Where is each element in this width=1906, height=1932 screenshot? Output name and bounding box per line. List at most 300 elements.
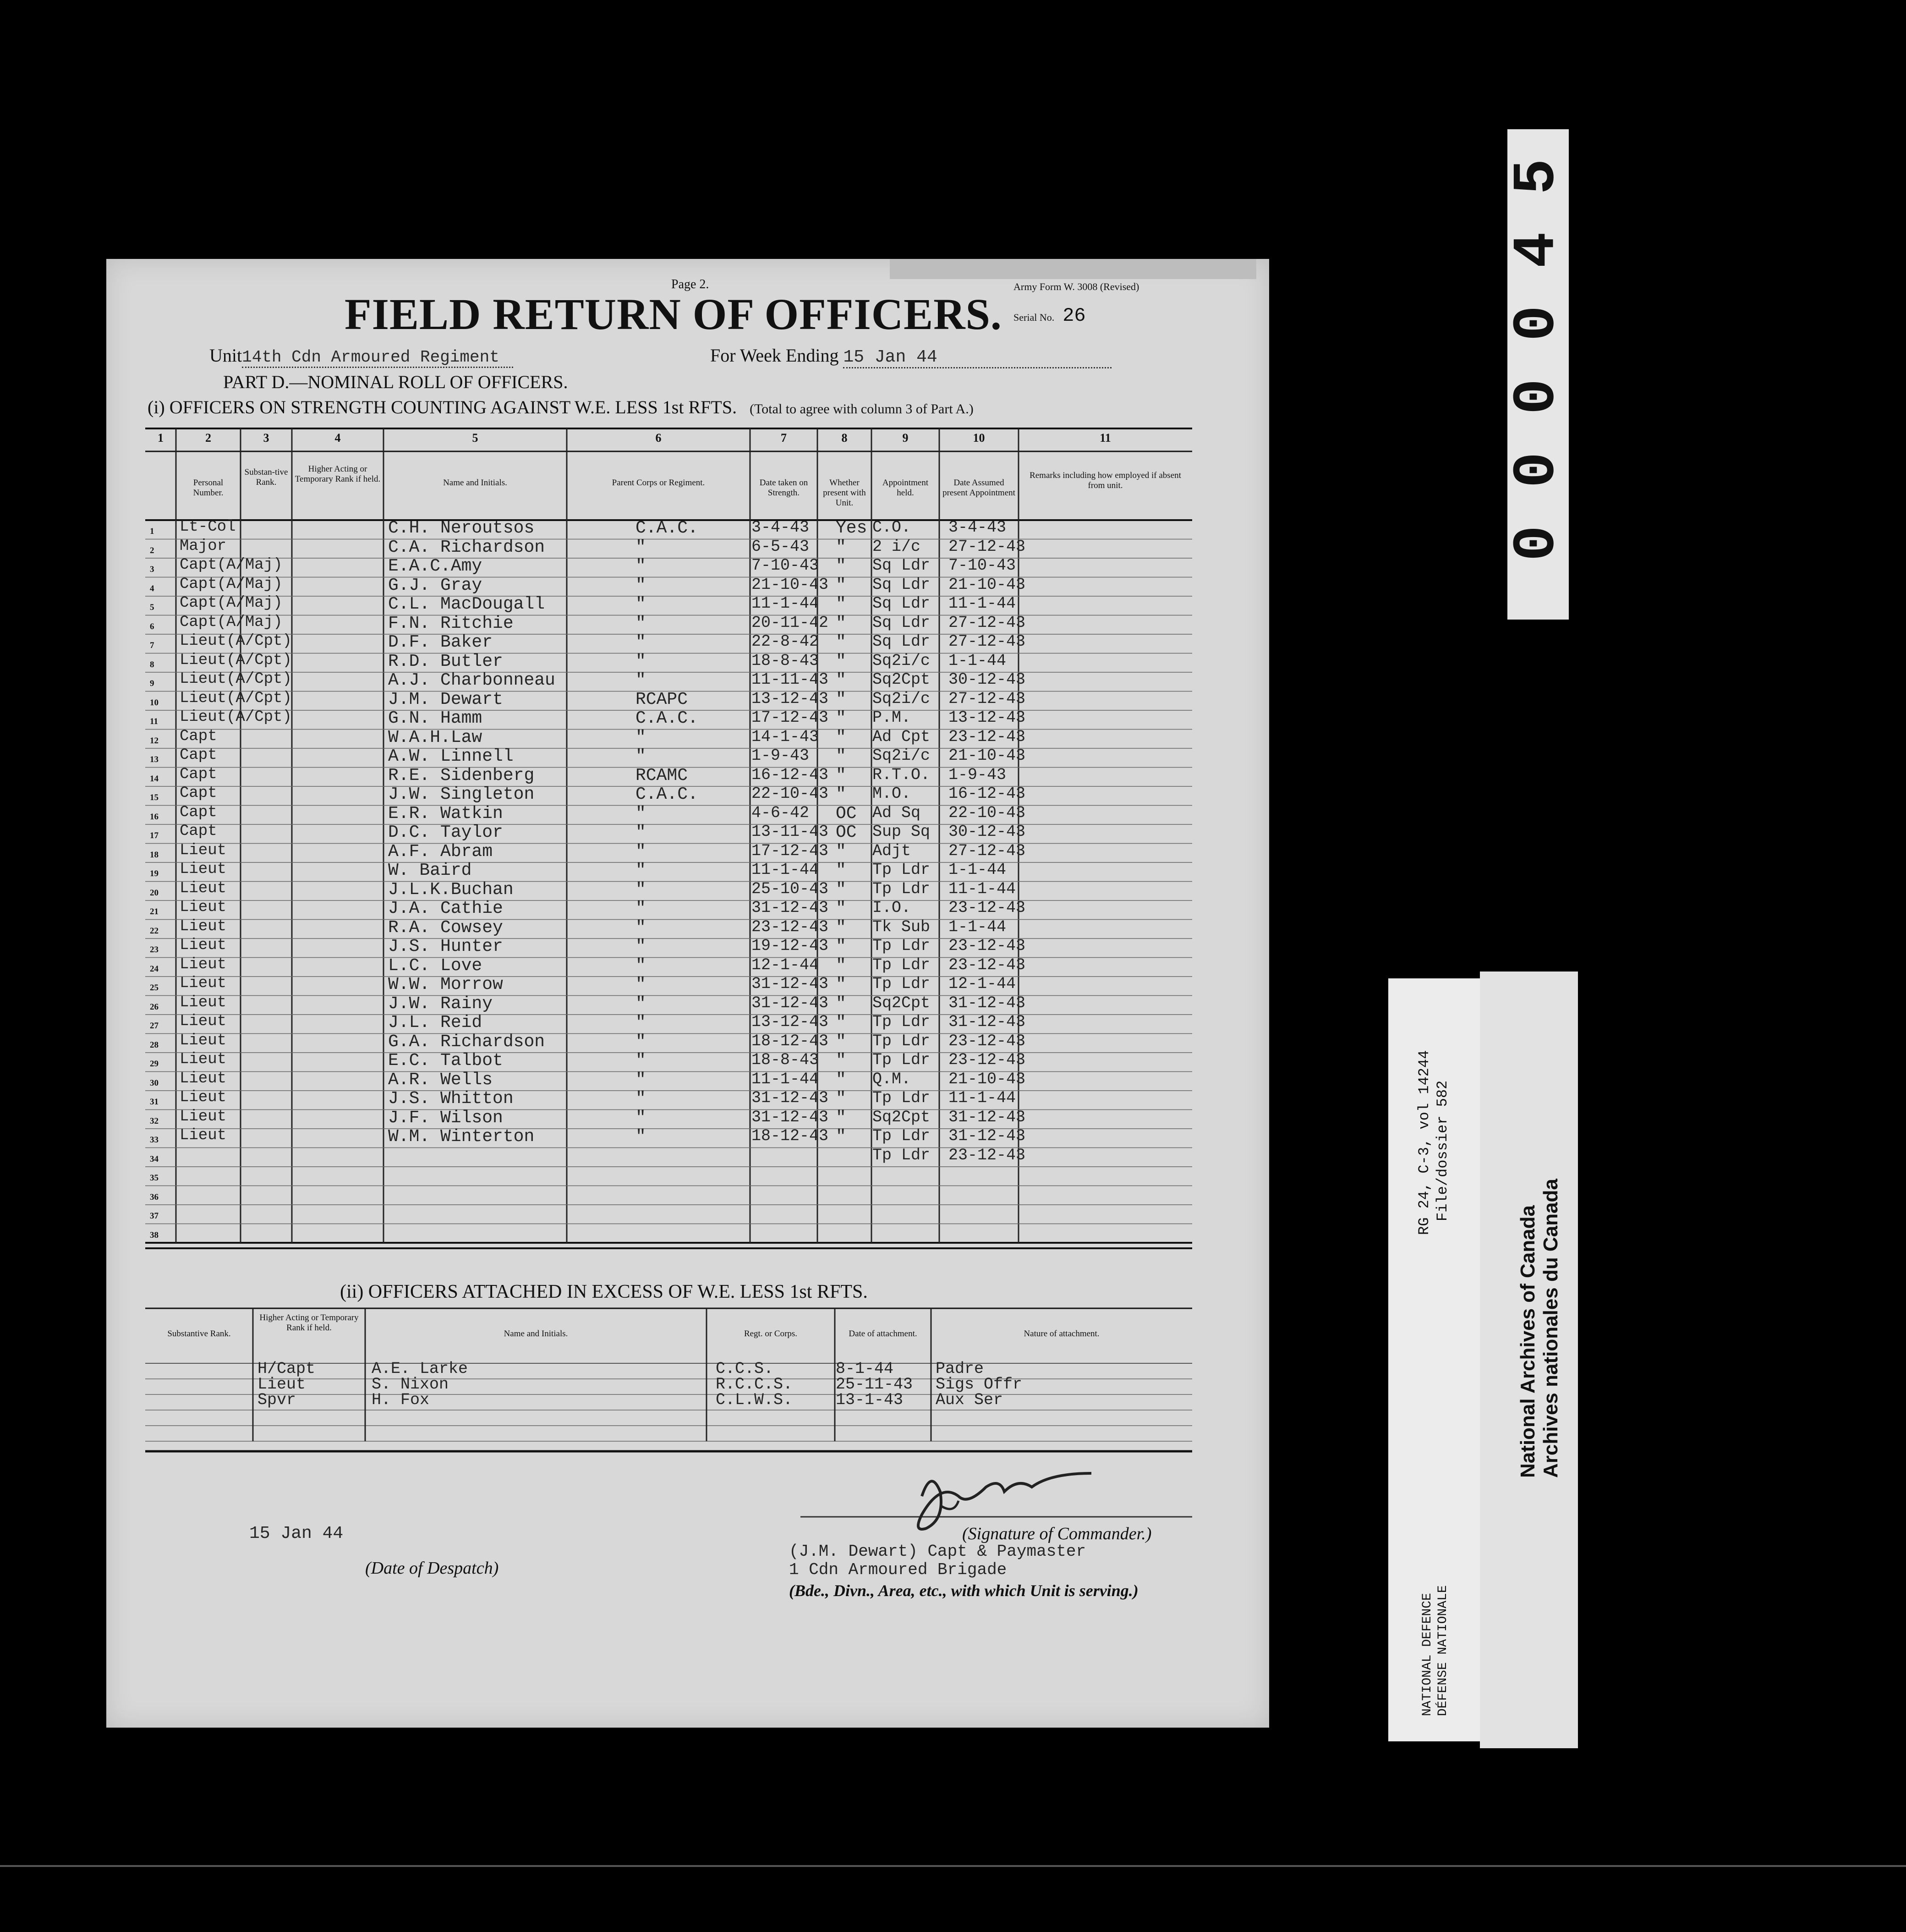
- rank-cell: Capt(A/Maj): [180, 613, 283, 631]
- appointment-cell: Tp Ldr: [872, 1089, 931, 1107]
- present-cell: ": [836, 746, 846, 766]
- present-cell: ": [836, 1070, 846, 1090]
- name-cell: E.A.C.Amy: [388, 556, 482, 576]
- date-cell: 11-1-44: [751, 594, 819, 613]
- rank-cell: Lieut: [180, 841, 227, 859]
- name-cell: J.L. Reid: [388, 1013, 482, 1032]
- row-number: 22: [150, 926, 159, 936]
- date-cell: 19-12-43: [751, 937, 829, 955]
- corps-cell: ": [635, 556, 646, 576]
- appointment-cell: 2 i/c: [872, 537, 921, 556]
- name-cell: J.W. Rainy: [388, 993, 493, 1014]
- date-cell: 11-1-44: [751, 1070, 819, 1088]
- row-number: 10: [150, 697, 159, 708]
- army-form-label: Army Form W. 3008 (Revised): [1013, 281, 1139, 292]
- present-cell: ": [836, 1089, 846, 1109]
- row-number: 29: [150, 1059, 159, 1069]
- name-cell: J.S. Hunter: [388, 937, 503, 956]
- present-cell: ": [836, 975, 846, 994]
- attached-rank-cell: Spvr: [257, 1391, 296, 1409]
- name-cell: W.M. Winterton: [388, 1127, 535, 1147]
- appointment-cell: Tp Ldr: [872, 1146, 931, 1164]
- date-cell: 20-11-42: [751, 613, 829, 632]
- row-number: 26: [150, 1002, 159, 1012]
- attached-date-cell: 8-1-44: [836, 1360, 894, 1378]
- present-cell: OC: [836, 803, 857, 823]
- appointment-cell: Tp Ldr: [872, 861, 931, 879]
- assumed-date-cell: 21-10-43: [948, 746, 1026, 765]
- rank-cell: Lieut(A/Cpt): [180, 689, 292, 707]
- date-cell: 18-8-43: [751, 1051, 819, 1069]
- assumed-date-cell: 31-12-43: [948, 1108, 1026, 1126]
- present-cell: ": [836, 1051, 846, 1070]
- row-number: 13: [150, 755, 159, 764]
- appointment-cell: M.O.: [872, 785, 911, 803]
- present-cell: ": [836, 1108, 846, 1128]
- row-number: 19: [150, 869, 159, 878]
- column-header: Date taken on Strength.: [759, 478, 808, 498]
- attached-name-cell: S. Nixon: [372, 1375, 449, 1394]
- column-header: Personal Number.: [193, 478, 224, 498]
- rank-cell: Capt(A/Maj): [180, 594, 283, 612]
- name-cell: J.W. Singleton: [388, 785, 535, 804]
- appointment-cell: R.T.O.: [872, 765, 931, 784]
- column-number: 3: [263, 431, 269, 445]
- rank-cell: Capt: [180, 746, 217, 764]
- corps-cell: ": [635, 955, 646, 976]
- corps-cell: ": [635, 632, 646, 652]
- row-number: 33: [150, 1135, 159, 1145]
- stamp-digit: 5: [1504, 159, 1572, 195]
- date-cell: 6-5-43: [751, 537, 810, 556]
- name-cell: C.H. Neroutsos: [388, 518, 535, 538]
- attached-name-cell: H. Fox: [372, 1391, 430, 1409]
- despatch-date: 15 Jan 44: [249, 1524, 344, 1543]
- rank-cell: Lieut: [180, 993, 227, 1011]
- appointment-cell: Tp Ldr: [872, 975, 931, 993]
- archive-reference-card: [1388, 978, 1480, 1741]
- row-number: 27: [150, 1021, 159, 1031]
- assumed-date-cell: 27-12-43: [948, 613, 1026, 632]
- name-cell: J.F. Wilson: [388, 1108, 503, 1128]
- corps-cell: ": [635, 613, 646, 633]
- appointment-cell: Ad Sq: [872, 803, 921, 822]
- assumed-date-cell: 30-12-43: [948, 670, 1026, 689]
- assumed-date-cell: 23-12-43: [948, 899, 1026, 917]
- formation-label: (Bde., Divn., Area, etc., with which Unit is serving.): [789, 1581, 1139, 1600]
- appointment-cell: Sq2i/c: [872, 689, 931, 708]
- name-cell: W.A.H.Law: [388, 727, 482, 747]
- date-cell: 22-8-42: [751, 632, 819, 651]
- appointment-cell: C.O.: [872, 518, 911, 537]
- row-number: 17: [150, 831, 159, 840]
- appointment-cell: Tp Ldr: [872, 937, 931, 955]
- column-header: Name and Initials.: [443, 478, 507, 488]
- name-cell: L.C. Love: [388, 955, 482, 976]
- attached-nature-cell: Padre: [936, 1360, 984, 1378]
- corps-cell: ": [635, 803, 646, 823]
- date-cell: 18-8-43: [751, 651, 819, 670]
- formation-value: 1 Cdn Armoured Brigade: [789, 1560, 1007, 1579]
- corps-cell: ": [635, 1127, 646, 1147]
- rank-cell: Lieut(A/Cpt): [180, 708, 292, 726]
- present-cell: ": [836, 537, 846, 557]
- attached-rank-cell: H/Capt: [257, 1360, 316, 1378]
- column-number: 8: [841, 431, 848, 445]
- archive-name-en: National Archives of Canada: [1517, 1205, 1539, 1478]
- unit-label: Unit: [209, 345, 242, 366]
- serial-value: 26: [1063, 305, 1086, 327]
- rank-cell: Lieut: [180, 879, 227, 897]
- present-cell: ": [836, 765, 846, 785]
- name-cell: F.N. Ritchie: [388, 613, 514, 633]
- rank-cell: Capt: [180, 785, 217, 802]
- assumed-date-cell: 11-1-44: [948, 1089, 1016, 1107]
- corps-cell: ": [635, 899, 646, 918]
- row-number: 11: [150, 717, 158, 726]
- row-number: 1: [150, 527, 154, 536]
- name-cell: R.E. Sidenberg: [388, 765, 535, 785]
- part-heading: PART D.—NOMINAL ROLL OF OFFICERS.: [223, 372, 568, 392]
- assumed-date-cell: 23-12-43: [948, 727, 1026, 746]
- attached-corps-cell: C.C.S.: [716, 1360, 774, 1378]
- assumed-date-cell: 21-10-43: [948, 1070, 1026, 1088]
- name-cell: D.C. Taylor: [388, 823, 503, 842]
- page-number: Page 2.: [671, 277, 709, 291]
- attached-date-cell: 13-1-43: [836, 1391, 904, 1409]
- row-number: 14: [150, 774, 159, 784]
- name-cell: A.W. Linnell: [388, 746, 514, 766]
- row-number: 28: [150, 1040, 159, 1050]
- date-cell: 31-12-43: [751, 1089, 829, 1107]
- corps-cell: ": [635, 879, 646, 900]
- archive-dept-fr: DÉFENSE NATIONALE: [1436, 1585, 1450, 1716]
- assumed-date-cell: 1-9-43: [948, 765, 1007, 784]
- assumed-date-cell: 11-1-44: [948, 594, 1016, 613]
- present-cell: ": [836, 613, 846, 633]
- date-cell: 17-12-43: [751, 708, 829, 727]
- assumed-date-cell: 21-10-43: [948, 575, 1026, 594]
- appointment-cell: Tp Ldr: [872, 1051, 931, 1069]
- assumed-date-cell: 1-1-44: [948, 651, 1007, 670]
- rank-cell: Lieut: [180, 917, 227, 935]
- present-cell: ": [836, 785, 846, 804]
- column-header: Whether present with Unit.: [823, 478, 866, 508]
- corps-cell: ": [635, 937, 646, 956]
- appointment-cell: Tp Ldr: [872, 955, 931, 974]
- row-number: 34: [150, 1154, 159, 1164]
- date-cell: 17-12-43: [751, 841, 829, 860]
- rank-cell: Lieut: [180, 1108, 227, 1125]
- attached-column-header: Name and Initials.: [504, 1329, 568, 1339]
- rank-cell: Capt: [180, 727, 217, 745]
- appointment-cell: Sq2Cpt: [872, 670, 931, 689]
- row-number: 8: [150, 659, 154, 670]
- corps-cell: ": [635, 975, 646, 994]
- rank-cell: Lieut(A/Cpt): [180, 632, 292, 650]
- assumed-date-cell: 1-1-44: [948, 917, 1007, 936]
- corps-cell: ": [635, 670, 646, 690]
- name-cell: J.M. Dewart: [388, 689, 503, 709]
- row-number: 37: [150, 1211, 159, 1221]
- corps-cell: ": [635, 1051, 646, 1070]
- week-label: For Week Ending: [710, 345, 839, 366]
- attached-corps-cell: R.C.C.S.: [716, 1375, 793, 1394]
- assumed-date-cell: 27-12-43: [948, 841, 1026, 860]
- archive-name-fr: Archives nationales du Canada: [1539, 1179, 1562, 1478]
- name-cell: E.R. Watkin: [388, 803, 503, 823]
- present-cell: ": [836, 993, 846, 1014]
- appointment-cell: Tp Ldr: [872, 879, 931, 898]
- appointment-cell: Sq2i/c: [872, 651, 931, 670]
- stamp-digit: 4: [1504, 232, 1572, 268]
- present-cell: ": [836, 1032, 846, 1052]
- present-cell: ": [836, 670, 846, 690]
- date-cell: 21-10-43: [751, 575, 829, 594]
- appointment-cell: Sq Ldr: [872, 613, 931, 632]
- column-header: Date Assumed present Appointment: [942, 478, 1015, 498]
- present-cell: ": [836, 1013, 846, 1032]
- assumed-date-cell: 12-1-44: [948, 975, 1016, 993]
- appointment-cell: I.O.: [872, 899, 911, 917]
- archive-name-card: [1480, 971, 1578, 1748]
- row-number: 2: [150, 545, 154, 555]
- name-cell: J.A. Cathie: [388, 899, 503, 918]
- corps-cell: C.A.C.: [635, 708, 698, 728]
- archive-dept-en: NATIONAL DEFENCE: [1420, 1593, 1435, 1716]
- assumed-date-cell: 11-1-44: [948, 879, 1016, 898]
- appointment-cell: Tp Ldr: [872, 1013, 931, 1031]
- assumed-date-cell: 31-12-43: [948, 993, 1026, 1012]
- attached-corps-cell: C.L.W.S.: [716, 1391, 793, 1409]
- present-cell: ": [836, 955, 846, 976]
- present-cell: ": [836, 575, 846, 595]
- attached-date-cell: 25-11-43: [836, 1375, 913, 1394]
- assumed-date-cell: 23-12-43: [948, 955, 1026, 974]
- corps-cell: ": [635, 1013, 646, 1032]
- appointment-cell: Sq Ldr: [872, 556, 931, 575]
- name-cell: D.F. Baker: [388, 632, 493, 652]
- assumed-date-cell: 27-12-43: [948, 689, 1026, 708]
- present-cell: ": [836, 594, 846, 614]
- appointment-cell: Ad Cpt: [872, 727, 931, 746]
- assumed-date-cell: 22-10-43: [948, 803, 1026, 822]
- attached-nature-cell: Sigs Offr: [936, 1375, 1023, 1394]
- attached-rank-cell: Lieut: [257, 1375, 306, 1394]
- name-cell: G.N. Hamm: [388, 708, 482, 728]
- date-cell: 1-9-43: [751, 746, 810, 765]
- name-cell: G.A. Richardson: [388, 1032, 545, 1052]
- corps-cell: ": [635, 537, 646, 557]
- column-number: 11: [1100, 431, 1111, 445]
- assumed-date-cell: 27-12-43: [948, 537, 1026, 556]
- present-cell: ": [836, 841, 846, 862]
- rank-cell: Capt(A/Maj): [180, 556, 283, 574]
- column-number: 5: [472, 431, 478, 445]
- rank-cell: Lt-Col: [180, 518, 236, 536]
- date-cell: 13-11-43: [751, 823, 829, 841]
- rank-cell: Lieut: [180, 1032, 227, 1049]
- rank-cell: Major: [180, 537, 227, 555]
- corps-cell: ": [635, 1070, 646, 1090]
- appointment-cell: Sq Ldr: [872, 594, 931, 613]
- column-number: 6: [655, 431, 662, 445]
- corps-cell: ": [635, 841, 646, 862]
- film-edge-line: [0, 1865, 1906, 1867]
- present-cell: ": [836, 937, 846, 956]
- date-cell: 7-10-43: [751, 556, 819, 575]
- date-cell: 31-12-43: [751, 1108, 829, 1126]
- row-number: 31: [150, 1097, 159, 1107]
- stamp-digit: 0: [1504, 452, 1572, 488]
- corps-cell: ": [635, 917, 646, 938]
- corps-cell: ": [635, 823, 646, 842]
- assumed-date-cell: 27-12-43: [948, 632, 1026, 651]
- name-cell: J.S. Whitton: [388, 1089, 514, 1109]
- appointment-cell: Q.M.: [872, 1070, 911, 1088]
- attached-column-header: Nature of attachment.: [1024, 1329, 1100, 1339]
- rank-cell: Capt(A/Maj): [180, 575, 283, 593]
- name-cell: R.D. Butler: [388, 651, 503, 671]
- present-cell: ": [836, 556, 846, 576]
- unit-value: 14th Cdn Armoured Regiment: [242, 348, 513, 368]
- document-sheet: [106, 259, 1269, 1728]
- column-number: 4: [334, 431, 341, 445]
- appointment-cell: Tk Sub: [872, 917, 931, 936]
- corps-cell: ": [635, 1032, 646, 1052]
- section1-title: (i) OFFICERS ON STRENGTH COUNTING AGAINST W.E. LESS 1st RFTS.: [148, 397, 737, 417]
- present-cell: ": [836, 727, 846, 747]
- appointment-cell: Sq2Cpt: [872, 993, 931, 1012]
- appointment-cell: Tp Ldr: [872, 1127, 931, 1145]
- column-header: Substan-tive Rank.: [244, 467, 288, 487]
- row-number: 6: [150, 621, 154, 631]
- column-number: 7: [781, 431, 787, 445]
- column-header: Remarks including how employed if absent from unit.: [1030, 471, 1181, 490]
- frame-number-stamp: [1504, 129, 1572, 620]
- rank-cell: Lieut: [180, 1070, 227, 1087]
- assumed-date-cell: 30-12-43: [948, 823, 1026, 841]
- row-number: 7: [150, 641, 154, 650]
- date-cell: 31-12-43: [751, 975, 829, 993]
- corps-cell: ": [635, 575, 646, 595]
- row-number: 38: [150, 1230, 159, 1240]
- present-cell: ": [836, 632, 846, 652]
- rank-cell: Lieut: [180, 1051, 227, 1068]
- name-cell: A.J. Charbonneau: [388, 670, 555, 690]
- corps-cell: ": [635, 993, 646, 1014]
- assumed-date-cell: 23-12-43: [948, 1146, 1026, 1164]
- date-cell: 31-12-43: [751, 993, 829, 1012]
- row-number: 24: [150, 964, 159, 974]
- assumed-date-cell: 23-12-43: [948, 1051, 1026, 1069]
- column-number: 9: [902, 431, 909, 445]
- row-number: 23: [150, 945, 159, 955]
- date-cell: 31-12-43: [751, 899, 829, 917]
- row-number: 4: [150, 583, 154, 593]
- present-cell: ": [836, 917, 846, 938]
- date-cell: 18-12-43: [751, 1032, 829, 1050]
- rank-cell: Lieut: [180, 1127, 227, 1144]
- corps-cell: ": [635, 861, 646, 880]
- date-cell: 4-6-42: [751, 803, 810, 822]
- attached-column-header: Regt. or Corps.: [744, 1329, 798, 1339]
- corps-cell: C.A.C.: [635, 518, 698, 538]
- corps-cell: ": [635, 1108, 646, 1128]
- present-cell: ": [836, 1127, 846, 1147]
- corps-cell: C.A.C.: [635, 785, 698, 804]
- attached-nature-cell: Aux Ser: [936, 1391, 1003, 1409]
- corps-cell: ": [635, 1089, 646, 1109]
- corps-cell: ": [635, 651, 646, 671]
- present-cell: ": [836, 708, 846, 728]
- rank-cell: Lieut(A/Cpt): [180, 670, 292, 688]
- rank-cell: Lieut: [180, 975, 227, 992]
- row-number: 30: [150, 1078, 159, 1088]
- appointment-cell: P.M.: [872, 708, 911, 727]
- rank-cell: Lieut: [180, 899, 227, 916]
- assumed-date-cell: 13-12-43: [948, 708, 1026, 727]
- page-title: FIELD RETURN OF OFFICERS.: [345, 290, 1002, 339]
- assumed-date-cell: 1-1-44: [948, 861, 1007, 879]
- date-cell: 14-1-43: [751, 727, 819, 746]
- column-number: 1: [158, 431, 164, 445]
- signature-label: (Signature of Commander.): [962, 1524, 1152, 1543]
- assumed-date-cell: 23-12-43: [948, 1032, 1026, 1050]
- date-cell: 3-4-43: [751, 518, 810, 537]
- name-cell: C.L. MacDougall: [388, 594, 545, 614]
- archive-ref-volume: RG 24, C-3, vol 14244: [1416, 1050, 1433, 1235]
- assumed-date-cell: 31-12-43: [948, 1013, 1026, 1031]
- week-value: 15 Jan 44: [843, 347, 1111, 368]
- corps-cell: ": [635, 594, 646, 614]
- rank-cell: Capt: [180, 765, 217, 783]
- row-number: 20: [150, 888, 159, 898]
- present-cell: ": [836, 689, 846, 709]
- rank-cell: Lieut(A/Cpt): [180, 651, 292, 669]
- present-cell: OC: [836, 823, 857, 842]
- corps-cell: RCAMC: [635, 765, 688, 785]
- rank-cell: Lieut: [180, 937, 227, 954]
- row-number: 36: [150, 1192, 159, 1202]
- name-cell: R.A. Cowsey: [388, 917, 503, 938]
- appointment-cell: Sq Ldr: [872, 632, 931, 651]
- row-number: 32: [150, 1116, 159, 1126]
- rank-cell: Lieut: [180, 955, 227, 973]
- name-cell: A.F. Abram: [388, 841, 493, 862]
- rank-cell: Capt: [180, 823, 217, 840]
- serial-label: Serial No.: [1013, 312, 1055, 323]
- name-cell: W.W. Morrow: [388, 975, 503, 994]
- column-header: Parent Corps or Regiment.: [612, 478, 705, 488]
- assumed-date-cell: 7-10-43: [948, 556, 1016, 575]
- date-cell: 13-12-43: [751, 1013, 829, 1031]
- attached-column-header: Higher Acting or Temporary Rank if held.: [259, 1313, 359, 1333]
- row-number: 25: [150, 983, 159, 993]
- row-number: 35: [150, 1173, 159, 1183]
- despatch-label: (Date of Despatch): [365, 1559, 499, 1578]
- column-number: 2: [205, 431, 211, 445]
- date-cell: 11-1-44: [751, 861, 819, 879]
- appointment-cell: Sup Sq: [872, 823, 931, 841]
- appointment-cell: Adjt: [872, 841, 911, 860]
- present-cell: ": [836, 879, 846, 900]
- appointment-cell: Tp Ldr: [872, 1032, 931, 1050]
- rank-cell: Lieut: [180, 1089, 227, 1106]
- date-cell: 11-11-43: [751, 670, 829, 689]
- assumed-date-cell: 31-12-43: [948, 1127, 1026, 1145]
- date-cell: 25-10-43: [751, 879, 829, 898]
